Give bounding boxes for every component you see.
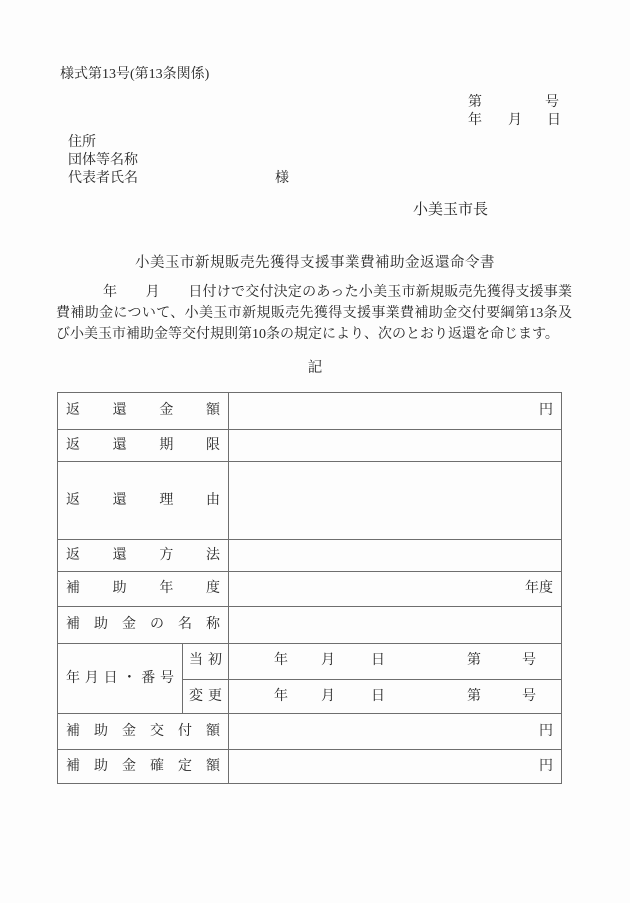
number-prefix: 第 xyxy=(467,653,481,668)
table-row-return-amount xyxy=(58,393,561,429)
row-value: 円 xyxy=(539,724,553,739)
recipient-organization-label: 団体等名称 xyxy=(68,153,138,168)
row-value xyxy=(229,430,561,461)
day-label: 日 xyxy=(371,653,385,668)
recipient-representative-label: 代表者氏名 xyxy=(68,171,138,186)
row-label: 返還理由 xyxy=(58,462,229,539)
row-label: 返還金額 xyxy=(58,393,229,429)
document-title: 小美玉市新規販売先獲得支援事業費補助金返還命令書 xyxy=(135,255,495,271)
table-row-subsidy-granted-amount xyxy=(58,713,561,749)
subrow-initial xyxy=(183,644,561,679)
month-label: 月 xyxy=(321,653,335,668)
subrow-value xyxy=(229,680,561,713)
row-value: 円 xyxy=(539,403,553,418)
date-day-label: 日 xyxy=(547,113,561,128)
date-month-label: 月 xyxy=(508,113,522,128)
row-label: 返還期限 xyxy=(58,430,229,461)
year-label: 年 xyxy=(274,689,288,704)
row-value: 年度 xyxy=(525,581,553,596)
table-row-date-and-number xyxy=(58,643,561,713)
recipient-honorific: 様 xyxy=(275,171,289,186)
row-value xyxy=(229,462,561,539)
row-value: 円 xyxy=(539,759,553,774)
date-year-label: 年 xyxy=(468,113,482,128)
subrow-change xyxy=(183,679,561,713)
row-label: 補助金確定額 xyxy=(58,750,229,783)
row-label: 返還方法 xyxy=(58,540,229,571)
day-label: 日 xyxy=(371,689,385,704)
table-row-subsidy-fixed-amount xyxy=(58,749,561,783)
doc-number-prefix: 第 xyxy=(468,95,482,110)
doc-number-suffix: 号 xyxy=(545,95,559,110)
table-row-subsidy-name xyxy=(58,606,561,643)
body-paragraph: 年 月 日付けで交付決定のあった小美玉市新規販売先獲得支援事業費補助金について、小美玉市新規販売先獲得支援事業費補助金交付要綱第13条及び小美玉市補助金等交付規則第10条の規定により、次のとおり返還を命じます。 xyxy=(56,285,572,342)
date-number-subrows xyxy=(183,644,561,713)
row-label: 補助金交付額 xyxy=(58,714,229,749)
number-suffix: 号 xyxy=(522,689,536,704)
subrow-value xyxy=(229,644,561,679)
row-value xyxy=(229,540,561,571)
month-label: 月 xyxy=(321,689,335,704)
row-value xyxy=(229,607,561,643)
issuer-mayor: 小美玉市長 xyxy=(413,202,489,218)
subrow-label: 当初 xyxy=(183,644,229,679)
table-row-return-method xyxy=(58,539,561,571)
table-row-return-reason xyxy=(58,461,561,539)
number-suffix: 号 xyxy=(522,653,536,668)
table-row-return-deadline xyxy=(58,429,561,461)
form-number: 様式第13号(第13条関係) xyxy=(60,67,210,82)
year-label: 年 xyxy=(274,653,288,668)
number-prefix: 第 xyxy=(467,689,481,704)
record-marker: 記 xyxy=(307,360,323,376)
row-label: 補助年度 xyxy=(58,572,229,606)
return-order-table xyxy=(57,392,562,784)
row-label: 補助金の名称 xyxy=(58,607,229,643)
subrow-label: 変更 xyxy=(183,680,229,713)
table-row-subsidy-year xyxy=(58,571,561,606)
recipient-address-label: 住所 xyxy=(68,135,96,150)
row-label: 年月日・番号 xyxy=(58,644,183,713)
